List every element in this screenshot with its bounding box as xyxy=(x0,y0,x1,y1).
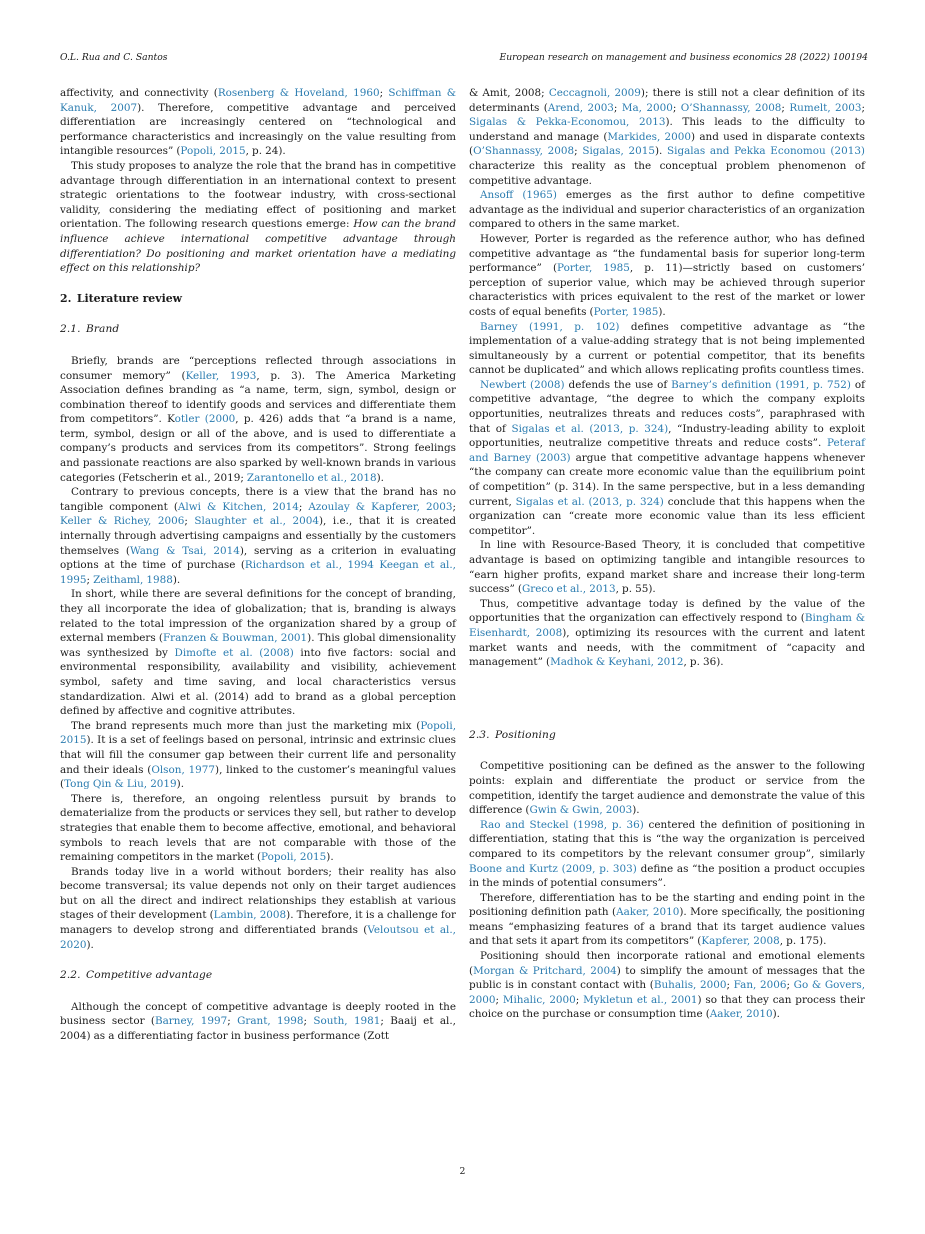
citation-link[interactable]: Newbert (2008) xyxy=(480,378,565,391)
citation-link[interactable]: Bingham & Eisenhardt, 2008 xyxy=(469,612,865,639)
page-footer xyxy=(0,1166,925,1177)
text-run: However, Porter is regarded as the reference author, who has defined competitive advantage as “the fundamental basis for superior long-term performance” ( xyxy=(469,232,865,275)
text-run: , “Industry-leading ability to exploit opportunities, neutralize competitive threats and reduce costs”. xyxy=(469,422,865,450)
column-spacer xyxy=(469,670,865,712)
paragraph xyxy=(469,378,865,539)
citation-link[interactable]: Ma, 2000 xyxy=(621,101,673,114)
citation-link[interactable]: Schiffman & Kanuk, 2007 xyxy=(60,87,456,114)
citation-link[interactable]: Kapferer, 2008 xyxy=(701,935,780,948)
citation-link[interactable]: Buhalis, 2000 xyxy=(653,979,727,992)
citation-link[interactable]: Markides, 2000 xyxy=(607,130,691,143)
text-run: defines competitive advantage as “the implementation of a value-adding strategy that is not being implemented simultaneously by a current or potential competitor, that its benefits cannot be duplicated” and which allows replicating profits countless times. xyxy=(469,320,865,377)
citation-link[interactable]: Madhok & Keyhani, 2012 xyxy=(550,656,684,669)
paragraph xyxy=(469,320,865,378)
text-run: ; xyxy=(184,515,195,528)
citation-link[interactable]: Popoli, 2015 xyxy=(261,851,327,864)
text-run: ). xyxy=(326,851,334,864)
citation-link[interactable]: Sigalas et al. (2013, p. 324) xyxy=(515,495,664,508)
paragraph xyxy=(469,891,865,949)
text-run: ). xyxy=(86,938,94,951)
text-run: , p. 426) adds that “a brand is a name, term, symbol, design or all of the above, and is used to differentiate a company’s products and services from its competitors”. Strong feelings and passionate reactions are also sparked by well-known brands in various categories (Fetscherin et al., 2019; xyxy=(60,413,457,484)
citation-link[interactable]: O’Shannassy, 2008 xyxy=(473,145,575,158)
paragraph xyxy=(469,597,865,670)
citation-link[interactable]: Aaker, 2010 xyxy=(709,1008,773,1021)
text-run: ) so that they can process their choice on the purchase or consumption time ( xyxy=(469,993,865,1021)
citation-link[interactable]: Sigalas et al. (2013, p. 324) xyxy=(511,422,669,435)
text-run: , p. 175). xyxy=(779,935,827,948)
citation-link[interactable]: Wang & Tsai, 2014 xyxy=(129,544,240,557)
text-run: argue that competitive advantage happens whenever “the company can create more economic value than the equilibrium point of competition” (p. 314). In the same perspective, but in a less demanding current, xyxy=(469,451,865,508)
text-run: Therefore, differentiation has to be the starting and ending point in the positioning definition path ( xyxy=(469,891,865,919)
citation-link[interactable]: Olson, 1977 xyxy=(151,763,216,776)
right-column xyxy=(469,86,865,1044)
text-run: ). This leads to the difficulty to understand and manage ( xyxy=(469,116,865,143)
citation-link[interactable]: otler (2000 xyxy=(174,413,236,426)
header-journal-title: European research on management and business economics 28 (2022) 100194 xyxy=(499,52,868,63)
text-run: ; xyxy=(303,1015,314,1028)
citation-link[interactable]: Richardson et al., 1994 Keegan et al., 1995 xyxy=(60,559,456,586)
citation-link[interactable]: Porter, 1985 xyxy=(557,262,630,275)
subsection-heading: 2.2. Competitive advantage xyxy=(60,969,213,982)
text-run: The brand represents much more than just the marketing mix ( xyxy=(71,719,421,732)
citation-link[interactable]: Dimofte et al. (2008) xyxy=(174,646,294,659)
citation-link[interactable]: Boone and Kurtz (2009, p. 303) xyxy=(469,862,637,875)
paragraph xyxy=(60,1000,456,1044)
citation-link[interactable]: Popoli, 2015 xyxy=(180,145,246,158)
text-run: of competitive advantage, “the degree to which the company exploits opportunities, neutralizes threats and reduces costs”, paraphrased with that of xyxy=(469,378,866,435)
text-run: ; xyxy=(726,979,734,992)
text-run: ). xyxy=(658,305,666,318)
text-run: Positioning should then incorporate rational and emotional elements ( xyxy=(469,950,865,977)
text-run: ), linked to the customer’s meaningful values ( xyxy=(60,763,456,791)
paragraph xyxy=(469,232,865,320)
citation-link[interactable]: Lambin, 2008 xyxy=(213,909,287,922)
text-run: & Amit, 2008; xyxy=(469,87,549,99)
citation-link[interactable]: Porter, 1985 xyxy=(593,305,659,318)
citation-link[interactable]: Zarantonello et al., 2018 xyxy=(246,471,377,484)
subsection-heading: 2.1. Brand xyxy=(60,323,120,336)
text-run: Brands today live in a world without borders; their reality has also become transversal; its value depends not only on their target audiences but on all the direct and indirect relationships they establish at various stages of their development ( xyxy=(60,865,456,922)
text-run: conclude that this happens when the organization can “create more economic value than its less efficient competitor”. xyxy=(469,495,865,537)
text-run: ). More specifically, the positioning means “emphasizing features of a brand that its target audience values and that sets it apart from its competitors” ( xyxy=(469,906,865,948)
paragraph xyxy=(469,818,865,891)
citation-link[interactable]: Fan, 2006 xyxy=(733,979,787,992)
text-run: defends the use of xyxy=(564,378,672,391)
citation-link[interactable]: Go & Govers, 2000 xyxy=(469,979,865,1006)
text-run: centered the definition of positioning in differentiation, stating that this is “the way the organization is perceived compared to its competitors by the relevant consumer group”, similarly xyxy=(469,818,865,860)
text-run: Contrary to previous concepts, there is a view that the brand has no tangible component ( xyxy=(60,486,456,513)
text-run: ), i.e., that it is created internally through advertising campaigns and essentially by the customers themselves ( xyxy=(60,515,456,557)
text-run: ). xyxy=(772,1008,780,1021)
paragraph xyxy=(60,354,456,485)
two-column-body xyxy=(60,86,868,1044)
text-run: ; xyxy=(298,500,309,513)
citation-link[interactable]: Keller, 1993 xyxy=(185,369,257,382)
citation-link[interactable]: Barney (1991, p. 102) xyxy=(480,320,620,333)
citation-link[interactable]: Peteraf and Barney (2003) xyxy=(469,437,865,464)
citation-link[interactable]: Alwi & Kitchen, 2014 xyxy=(177,500,299,513)
paragraph xyxy=(60,86,456,159)
citation-link[interactable]: Morgan & Pritchard, 2004 xyxy=(473,964,617,977)
citation-link[interactable]: Zeithaml, 1988 xyxy=(93,573,173,586)
emphasized-text: How can the brand influence achieve international competitive advantage through differentiation? Do positioning and market orientation have a mediating effect on this relationship? xyxy=(60,218,456,275)
citation-link[interactable]: Rosenberg & Hoveland, 1960 xyxy=(217,87,380,99)
paragraph xyxy=(60,865,456,953)
text-run: ; xyxy=(861,101,866,114)
citation-link[interactable]: Popoli, 2015 xyxy=(60,719,456,747)
text-run: ; xyxy=(786,979,794,992)
paragraph xyxy=(60,587,456,718)
text-run: ). Therefore, competitive advantage and perceived differentiation are increasingly centered on “technological and performance characteristics and increasingly on the value resulting from intangible resources” ( xyxy=(60,101,456,158)
paragraph xyxy=(469,759,865,817)
text-run: Although the concept of competitive advantage is deeply rooted in the business sector ( xyxy=(60,1000,456,1028)
running-header xyxy=(60,52,868,63)
paragraph xyxy=(60,485,456,587)
text-run: Thus, competitive advantage today is defined by the value of the opportunities that the organization can effectively respond to ( xyxy=(469,597,865,625)
text-run: ). xyxy=(654,145,668,158)
text-run: , p. 24). xyxy=(245,145,286,158)
citation-link[interactable]: Rao and Steckel (1998, p. 36) xyxy=(480,818,644,831)
text-run: emerges as the first author to define competitive advantage as the individual and superior characteristics of an organization compared to others in the same market. xyxy=(469,189,865,231)
text-run: , p. 11)—strictly based on customers’ perception of superior value, which may be achieved through superior characteristics with prices equivalent to the rest of the market or lower costs of equal benefits ( xyxy=(469,262,866,318)
text-run: , p. 3). The America Marketing Association defines branding as “a name, term, sign, symbol, design or combination thereof to identify goods and services and differentiate them from competitors”. K xyxy=(60,369,456,426)
text-run: ). It is a set of feelings based on personal, intrinsic and extrinsic clues that will fill the consumer gap between their current life and personality and their ideals ( xyxy=(60,734,456,776)
citation-link[interactable]: Azoulay & Kapferer, 2003 xyxy=(308,500,453,513)
citation-link[interactable]: Barney, 1997 xyxy=(154,1015,228,1028)
text-run: ). Therefore, it is a challenge for managers to develop strong and differentiated brands ( xyxy=(60,909,457,937)
citation-link[interactable]: Arend, 2003 xyxy=(547,101,614,114)
text-run: ). xyxy=(172,573,181,586)
citation-link[interactable]: Sigalas, 2015 xyxy=(582,145,655,158)
citation-link[interactable]: Greco et al., 2013 xyxy=(521,583,616,596)
citation-link[interactable]: Sigalas and Pekka Economou (2013) xyxy=(667,145,865,158)
text-run: ), serving as a criterion in evaluating options at the time of purchase ( xyxy=(60,544,456,572)
text-run: affectivity, and connectivity ( xyxy=(60,87,218,99)
paragraph xyxy=(469,188,865,232)
text-run: ; xyxy=(574,145,583,158)
citation-link[interactable]: Mihalic, 2000 xyxy=(502,993,576,1006)
text-run: ; xyxy=(613,101,622,114)
text-run: ). xyxy=(176,778,184,791)
citation-link[interactable]: Sigalas & Pekka-Economou, 2013 xyxy=(469,116,666,129)
citation-link[interactable]: Keller & Richey, 2006 xyxy=(60,515,185,528)
citation-link[interactable]: South, 1981 xyxy=(313,1015,381,1028)
citation-link[interactable]: O’Shannassy, 2008 xyxy=(680,101,782,114)
text-run: ; xyxy=(86,573,94,586)
section-heading: 2. Literature review xyxy=(60,291,183,305)
citation-link[interactable]: Gwin & Gwin, 2003 xyxy=(529,804,633,817)
text-run: define as “the position a product occupies in the minds of potential consumers”. xyxy=(469,862,866,890)
text-run: In line with Resource-Based Theory, it is concluded that competitive advantage is based on optimizing tangible and intangible resources to “earn higher profits, expand market share and increase their long-term success” ( xyxy=(469,539,865,596)
left-column xyxy=(60,86,456,1044)
text-run: ); there is still not a clear definition of its determinants ( xyxy=(469,87,865,114)
citation-link[interactable]: Tong Qin & Liu, 2019 xyxy=(64,778,177,791)
subsection-heading: 2.3. Positioning xyxy=(469,728,556,741)
text-run: ; xyxy=(495,993,503,1006)
paragraph xyxy=(60,792,456,865)
citation-link[interactable]: Ceccagnoli, 2009 xyxy=(548,87,641,99)
citation-link[interactable]: Ansoff (1965) xyxy=(480,189,557,202)
text-run: There is, therefore, an ongoing relentless pursuit by brands to dematerialize from the products or services they sell, but rather to develop strategies that enable them to become affective, emotional, and behavioral symbols to reach levels that are not comparable with those of the remaining competitors in the market ( xyxy=(60,792,456,864)
text-run: ), optimizing its resources with the current and latent market wants and needs, with the commitment of “capacity and management” ( xyxy=(469,626,865,669)
text-run: ) to simplify the amount of messages that the public is in constant contact with ( xyxy=(469,964,865,992)
citation-link[interactable]: Aaker, 2010 xyxy=(616,906,680,919)
citation-link[interactable]: Veloutsou et al., 2020 xyxy=(60,924,456,951)
text-run: ) and used in disparate contexts ( xyxy=(469,130,865,158)
text-run: This study proposes to analyze the role that the brand has in competitive advantage through differentiation in an international context to present strategic orientations to the footwear industry, with cross-sectional validity, considering the mediating effect of positioning and market orientation. The following research questions emerge: xyxy=(60,159,456,231)
citation-link[interactable]: Barney’s definition (1991, p. 752) xyxy=(671,378,851,391)
text-run: ; xyxy=(452,500,456,513)
text-run: into five factors: social and environmental responsibility, availability and visibility, achievement symbol, safety and time saving, and local characteristics versus standardization. Alwi et al. (2014) add to brand as a global perception defined by affective and cognitive attributes. xyxy=(60,646,456,718)
text-run: characterize this reality as the conceptual problem phenomenon of competitive advantage. xyxy=(469,159,865,187)
paragraph xyxy=(60,159,456,276)
paragraph xyxy=(60,719,456,792)
text-run: ; xyxy=(672,101,681,114)
citation-link[interactable]: Slaughter et al., 2004 xyxy=(194,515,319,528)
text-run: ; xyxy=(575,993,584,1006)
paragraph xyxy=(469,949,865,1022)
text-run: ; xyxy=(379,87,389,99)
text-run: ; Baaij et al., 2004) as a differentiating factor in business performance (Zott xyxy=(60,1015,456,1043)
text-run: ; xyxy=(781,101,790,114)
text-run: Competitive positioning can be defined as the answer to the following points: explain and differentiate the product or service from the competition, identify the target audience and demonstrate the value of this difference ( xyxy=(469,760,865,817)
text-run: ; xyxy=(227,1015,238,1028)
paragraph xyxy=(469,538,865,596)
text-run: ). xyxy=(376,471,384,484)
citation-link[interactable]: Franzen & Bouwman, 2001 xyxy=(162,632,308,645)
text-run: Briefly, brands are “perceptions reflected through associations in consumer memory” ( xyxy=(60,354,456,382)
paragraph xyxy=(469,86,865,188)
text-run: ). This global dimensionality was synthesized by xyxy=(60,632,456,659)
text-run: , p. 55). xyxy=(615,583,656,596)
citation-link[interactable]: Rumelt, 2003 xyxy=(789,101,862,114)
page-number: 2 xyxy=(459,1166,466,1177)
text-run: , p. 36). xyxy=(683,656,724,669)
header-authors: O.L. Rua and C. Santos xyxy=(60,52,168,63)
text-run: ). xyxy=(632,804,640,817)
citation-link[interactable]: Grant, 1998 xyxy=(237,1015,304,1028)
text-run: In short, while there are several definitions for the concept of branding, they all incorporate the idea of globalization; that is, branding is always related to the total impression of the organization shared by a group of external members ( xyxy=(60,588,456,645)
citation-link[interactable]: Mykletun et al., 2001 xyxy=(583,993,698,1006)
